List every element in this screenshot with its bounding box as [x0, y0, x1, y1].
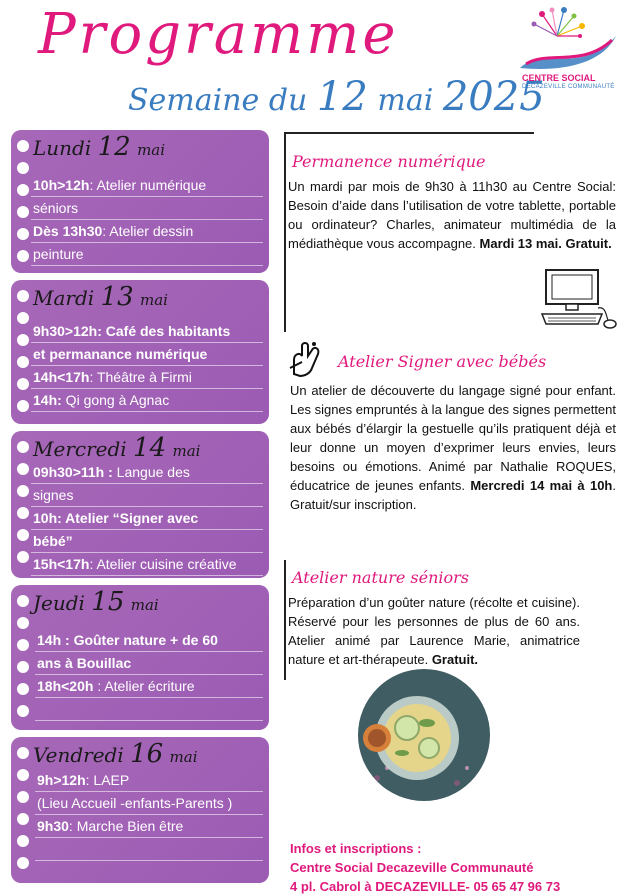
section-body-nature: Préparation d’un goûter nature (récolte et cuisine). Réservé pour les personnes de plus de 60 ans. Atelier animé par Laurence Marie, animatrice nature et art-thérapeute. Gratuit. [288, 595, 580, 667]
section-body-permanence: Un mardi par mois de 9h30 à 11h30 au Centre Social: Besoin d’aide dans l’utilisation de votre tablette, portable ou ordinateur? Charles, animateur multimédia de la médiathèque vous accompagne. Mardi 13 mai. Gratuit. [288, 179, 616, 251]
list-item [35, 861, 263, 883]
list-item: 14h: Qi gong à Agnac [31, 389, 263, 412]
divider [284, 560, 286, 680]
day-title: Lundi 12 mai [33, 132, 166, 162]
list-item: 9h>12h: LAEP [35, 769, 263, 792]
day-title: Mardi 13 mai [33, 282, 168, 312]
spiral-binding [17, 280, 31, 424]
footer-line-1: Infos et inscriptions : [290, 841, 422, 856]
section-body-signer: Un atelier de découverte du langage signé pour enfant. Les signes empruntés à la langue des signes permettent aux bébés d’élargir la gestuelle qu’ils pratiquent déjà et leur donne un moyen d’exprimer leurs envies, leurs besoins ou émotions. Animé par Nathalie ROQUES, éducatrice de jeunes enfants. Mercredi 14 mai à 10h. Gratuit/sur inscription. [290, 383, 616, 512]
list-item: 10h>12h: Atelier numérique [31, 174, 263, 197]
list-item: signes [31, 484, 263, 507]
list-item: peinture [31, 243, 263, 266]
divider [284, 132, 286, 332]
spiral-binding [17, 737, 31, 883]
subtitle-month: mai [377, 83, 434, 118]
day-entries [35, 769, 263, 883]
section-title-signer: Atelier Signer avec bébés [338, 352, 547, 371]
footer-line-3: 4 pl. Cabrol à DECAZEVILLE- 05 65 47 96 73 [290, 879, 561, 894]
day-title: Vendredi 16 mai [33, 739, 198, 769]
page-title: Programme [38, 2, 399, 67]
day-entries [31, 461, 263, 576]
day-card-lundi [11, 130, 269, 273]
list-item: 10h: Atelier “Signer avec [31, 507, 263, 530]
list-item: Dès 13h30: Atelier dessin [31, 220, 263, 243]
page-subtitle [128, 74, 545, 120]
list-item: 9h30>12h: Café des habitants [31, 320, 263, 343]
spiral-binding [17, 130, 31, 273]
day-card-jeudi [11, 585, 269, 730]
centre-social-logo [512, 6, 622, 106]
divider [284, 132, 534, 134]
subtitle-day: 12 [316, 74, 368, 120]
list-item: 9h30: Marche Bien être [35, 815, 263, 838]
list-item: 18h<20h : Atelier écriture [35, 675, 263, 698]
list-item: et permanance numérique [31, 343, 263, 366]
day-entries [35, 629, 263, 721]
day-title: Mercredi 14 mai [33, 433, 201, 463]
footer-info [290, 839, 560, 896]
sign-language-icon [288, 338, 326, 380]
section-title-permanence: Permanence numérique [292, 152, 486, 171]
subtitle-year: 2025 [442, 74, 545, 120]
list-item: 14h<17h: Théâtre à Firmi [31, 366, 263, 389]
footer-line-2: Centre Social Decazeville Communauté [290, 860, 534, 875]
logo-name: CENTRE SOCIAL [522, 73, 596, 83]
spiral-binding [17, 431, 31, 578]
day-card-mardi [11, 280, 269, 424]
logo-tagline: DECAZEVILLE COMMUNAUTÉ [522, 84, 615, 90]
list-item: ans à Bouillac [35, 652, 263, 675]
list-item [35, 698, 263, 721]
list-item: 15h<17h: Atelier cuisine créative [31, 553, 263, 576]
list-item: 14h : Goûter nature + de 60 [35, 629, 263, 652]
day-entries [31, 320, 263, 412]
list-item: séniors [31, 197, 263, 220]
day-card-vendredi [11, 737, 269, 883]
list-item: (Lieu Accueil -enfants-Parents ) [35, 792, 263, 815]
list-item: bébé” [31, 530, 263, 553]
tea-photo [357, 668, 491, 802]
list-item [35, 838, 263, 861]
spiral-binding [17, 585, 31, 730]
section-title-nature: Atelier nature séniors [292, 568, 469, 587]
list-item: 09h30>11h : Langue des [31, 461, 263, 484]
day-card-mercredi [11, 431, 269, 578]
subtitle-prefix: Semaine du [128, 83, 308, 118]
day-entries [31, 174, 263, 266]
computer-icon [540, 268, 620, 332]
day-title: Jeudi 15 mai [33, 587, 159, 617]
